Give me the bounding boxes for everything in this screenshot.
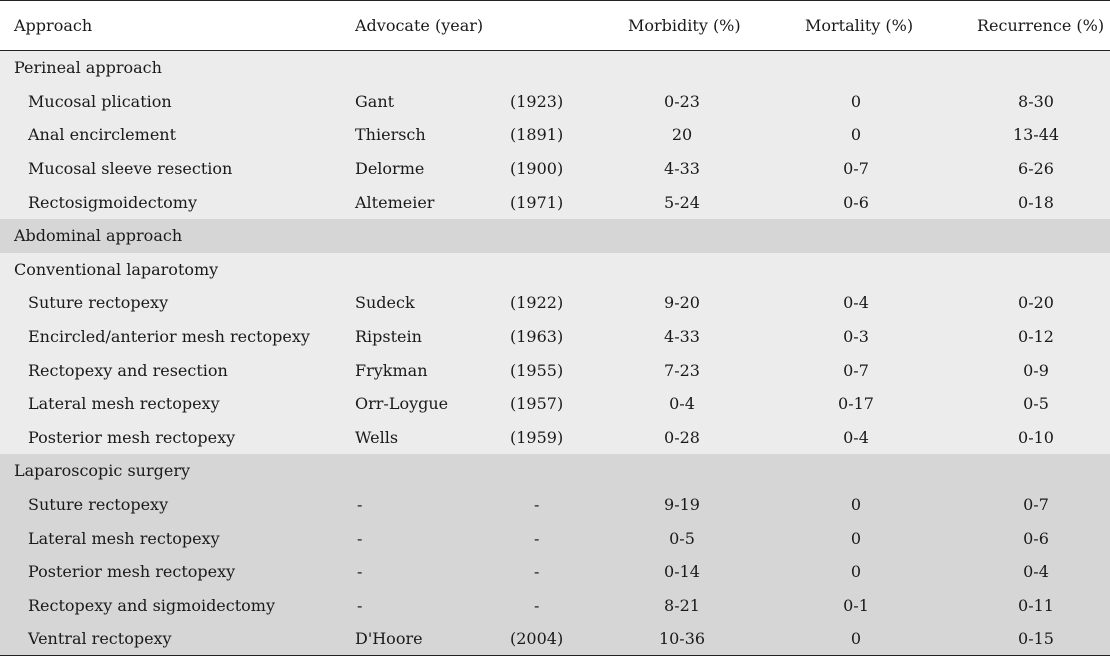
procedure-name: Anal encirclement — [28, 125, 177, 145]
table-row — [0, 421, 1110, 455]
advocate-name: - — [357, 562, 363, 582]
advocate-name: - — [357, 595, 363, 615]
advocate-year: (1971) — [510, 192, 564, 212]
procedure-name: Suture rectopexy — [28, 495, 169, 515]
advocate-name: - — [357, 495, 363, 515]
morbidity-value: 9-19 — [664, 495, 700, 515]
advocate-year: (1923) — [510, 91, 564, 111]
morbidity-value: 9-20 — [664, 293, 700, 313]
mortality-value: 0-4 — [843, 427, 869, 447]
morbidity-value: 5-24 — [664, 192, 700, 212]
advocate-name: Ripstein — [355, 327, 422, 347]
morbidity-value: 20 — [671, 125, 693, 145]
mortality-value: 0-7 — [843, 159, 869, 179]
table-row — [0, 185, 1110, 219]
procedure-name: Encircled/anterior mesh rectopexy — [28, 327, 310, 347]
recurrence-value: 0-6 — [1023, 528, 1049, 548]
procedure-name: Posterior mesh rectopexy — [28, 427, 236, 447]
table-row — [0, 118, 1110, 152]
table-row — [0, 521, 1110, 555]
morbidity-value: 0-28 — [664, 427, 700, 447]
section-row — [0, 454, 1110, 488]
header-approach: Approach — [14, 16, 93, 35]
table-row — [0, 85, 1110, 119]
mortality-value: 0 — [850, 495, 862, 515]
section-row — [0, 219, 1110, 253]
mortality-value: 0 — [850, 562, 862, 582]
advocate-year: (1963) — [510, 327, 564, 347]
recurrence-value: 0-15 — [1018, 628, 1054, 648]
advocate-name: Gant — [355, 91, 395, 111]
recurrence-value: 0-5 — [1023, 394, 1049, 414]
header-advocate-year: Advocate (year) — [355, 16, 484, 35]
section-label: Laparoscopic surgery — [14, 461, 190, 481]
section-label: Abdominal approach — [14, 226, 183, 246]
recurrence-value: 0-10 — [1018, 427, 1054, 447]
header-recurrence: Recurrence (%) — [977, 16, 1105, 35]
procedure-name: Lateral mesh rectopexy — [28, 528, 220, 548]
advocate-year: - — [534, 595, 540, 615]
table-row — [0, 589, 1110, 623]
procedure-name: Mucosal sleeve resection — [28, 159, 233, 179]
section-label: Perineal approach — [14, 58, 162, 78]
advocate-year: (1900) — [510, 159, 564, 179]
recurrence-value: 6-26 — [1018, 159, 1054, 179]
table-row — [0, 152, 1110, 186]
advocate-name: Frykman — [355, 360, 428, 380]
header-morbidity: Morbidity (%) — [628, 16, 741, 35]
mortality-value: 0-7 — [843, 360, 869, 380]
advocate-year: (1955) — [510, 360, 564, 380]
recurrence-value: 13-44 — [1012, 125, 1060, 145]
section-row — [0, 51, 1110, 85]
procedure-name: Suture rectopexy — [28, 293, 169, 313]
table-row — [0, 622, 1110, 656]
recurrence-value: 0-12 — [1018, 327, 1054, 347]
table-row — [0, 286, 1110, 320]
advocate-year: (2004) — [510, 628, 564, 648]
table-row — [0, 353, 1110, 387]
morbidity-value: 0-14 — [664, 562, 700, 582]
procedure-name: Rectopexy and resection — [28, 360, 228, 380]
morbidity-value: 0-23 — [664, 91, 700, 111]
morbidity-value: 8-21 — [664, 595, 700, 615]
mortality-value: 0-1 — [843, 595, 869, 615]
advocate-name: - — [357, 528, 363, 548]
recurrence-value: 0-11 — [1018, 595, 1054, 615]
morbidity-value: 7-23 — [664, 360, 700, 380]
morbidity-value: 0-5 — [669, 528, 695, 548]
advocate-name: Delorme — [355, 159, 425, 179]
mortality-value: 0-3 — [843, 327, 869, 347]
table-row — [0, 555, 1110, 589]
morbidity-value: 0-4 — [669, 394, 695, 414]
mortality-value: 0 — [850, 125, 862, 145]
advocate-year: (1891) — [510, 125, 564, 145]
advocate-name: Orr-Loygue — [355, 394, 449, 414]
procedure-name: Mucosal plication — [28, 91, 172, 111]
section-label: Conventional laparotomy — [14, 259, 219, 279]
table-row — [0, 320, 1110, 354]
recurrence-value: 8-30 — [1018, 91, 1054, 111]
morbidity-value: 4-33 — [664, 159, 700, 179]
mortality-value: 0 — [850, 91, 862, 111]
advocate-year: (1922) — [510, 293, 564, 313]
table-row — [0, 488, 1110, 522]
recurrence-value: 0-20 — [1018, 293, 1054, 313]
procedure-name: Rectosigmoidectomy — [28, 192, 197, 212]
advocate-year: - — [534, 528, 540, 548]
recurrence-value: 0-4 — [1023, 562, 1049, 582]
morbidity-value: 4-33 — [664, 327, 700, 347]
advocate-year: - — [534, 562, 540, 582]
table-body — [0, 51, 1110, 656]
section-row — [0, 253, 1110, 287]
advocate-year: (1959) — [510, 427, 564, 447]
mortality-value: 0 — [850, 528, 862, 548]
procedure-name: Ventral rectopexy — [28, 628, 172, 648]
advocate-name: Sudeck — [355, 293, 415, 313]
table-row — [0, 387, 1110, 421]
procedure-name: Lateral mesh rectopexy — [28, 394, 220, 414]
recurrence-value: 0-7 — [1023, 495, 1049, 515]
header-mortality: Mortality (%) — [805, 16, 914, 35]
mortality-value: 0 — [850, 628, 862, 648]
mortality-value: 0-17 — [838, 394, 874, 414]
advocate-year: (1957) — [510, 394, 564, 414]
procedure-name: Rectopexy and sigmoidectomy — [28, 595, 276, 615]
mortality-value: 0-4 — [843, 293, 869, 313]
advocate-name: Thiersch — [355, 125, 426, 145]
advocate-year: - — [534, 495, 540, 515]
table-header-row — [0, 0, 1110, 51]
advocate-name: D'Hoore — [355, 628, 423, 648]
recurrence-value: 0-9 — [1023, 360, 1049, 380]
advocate-name: Wells — [355, 427, 399, 447]
advocate-name: Altemeier — [355, 192, 435, 212]
morbidity-value: 10-36 — [658, 628, 706, 648]
procedure-name: Posterior mesh rectopexy — [28, 562, 236, 582]
recurrence-value: 0-18 — [1018, 192, 1054, 212]
mortality-value: 0-6 — [843, 192, 869, 212]
